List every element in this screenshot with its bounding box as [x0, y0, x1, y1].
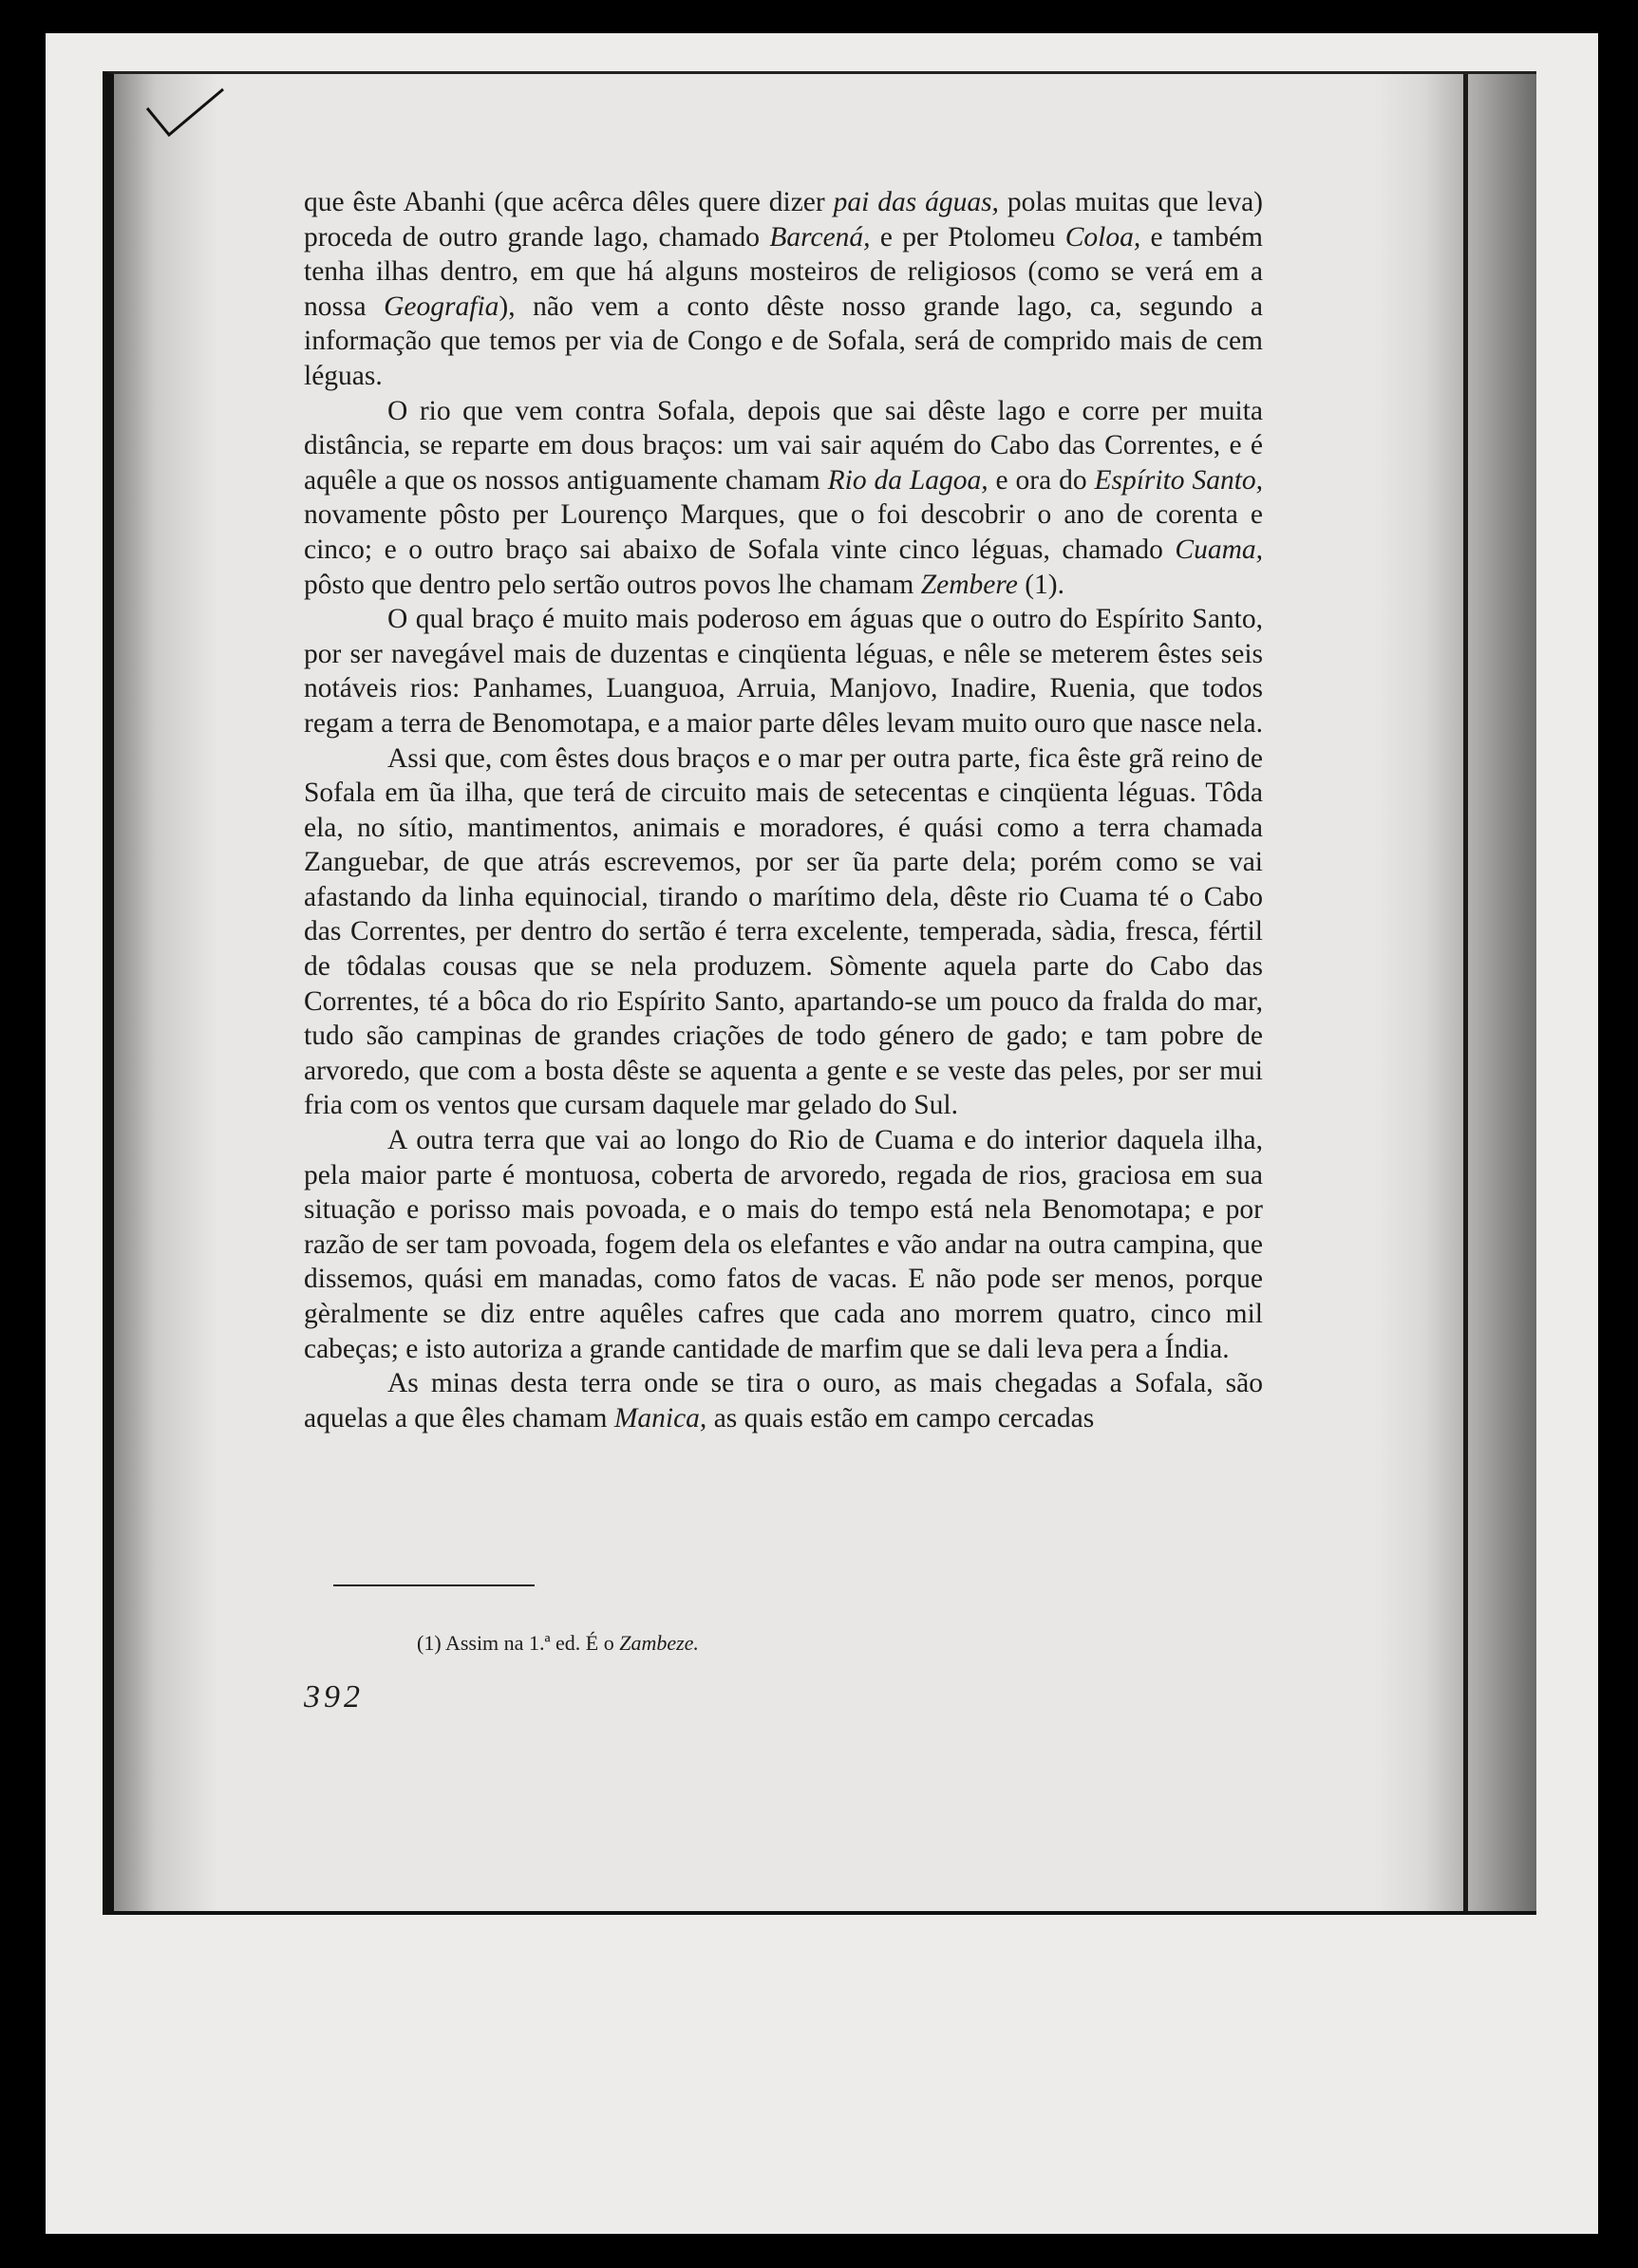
italic-text: Espírito Santo, — [1094, 464, 1264, 496]
text-run: e ora do — [988, 464, 1095, 496]
text-run: e também tenha ilhas dentro, em que há alguns mosteiros de religiosos (como se verá em a nossa — [304, 221, 1263, 322]
page-number: 392 — [304, 1679, 364, 1715]
text-run: (1). — [1017, 569, 1064, 600]
body-text — [304, 185, 1263, 1435]
left-binding-shadow — [114, 74, 218, 1911]
text-run: pôsto que dentro pelo sertão outros povos lhe chamam — [304, 569, 921, 600]
footnote — [417, 1631, 699, 1656]
text-run: O qual braço é muito mais poderoso em águas que o outro do Espírito Santo, por ser navegável mais de duzentas e cinqüenta léguas, e nêle se meterem êstes seis notáveis rios: Panhames, Luanguoa, Arruia, Manjovo, Inadire, Ruenia, que todos regam a terra de Benomotapa, e a maior parte dêles levam muito ouro que nasce nela. — [304, 604, 1263, 739]
paragraph — [304, 185, 1263, 394]
text-run: que êste Abanhi (que acêrca dêles quere dizer — [304, 187, 834, 217]
text-run: A outra terra que vai ao longo do Rio de Cuama e do interior daquela ilha, pela maior parte é montuosa, coberta de arvoredo, regada de rios, graciosa em sua situação e porisso mais povoada, e o mais do tempo está nela Benomotapa; e por razão de ser tam povoada, fogem dela os elefantes e vão andar na outra campina, que dissemos, quási em manadas, como fatos de vacas. E não pode ser menos, porque gèralmente se diz entre aquêles cafres que cada ano morrem quatro, cinco mil cabeças; e isto autoriza a grande cantidade de marfim que se dali leva pera a Índia. — [304, 1125, 1263, 1364]
paragraph — [304, 602, 1263, 740]
text-run: as quais estão em campo cercadas — [706, 1402, 1095, 1434]
paragraph — [304, 1123, 1263, 1366]
corner-crop-mark — [142, 80, 228, 165]
paragraph — [304, 1366, 1263, 1435]
text-run: e per Ptolomeu — [870, 221, 1065, 253]
italic-text: Geografia — [384, 291, 499, 322]
text-run: ), não vem a conto dêste nosso grande lago, ca, segundo a informação que temos per via de Congo e de Sofala, será de comprido mais de cem léguas. — [304, 291, 1263, 391]
italic-text: Rio da Lagoa, — [827, 464, 988, 496]
paragraph — [304, 394, 1263, 603]
right-binding-shadow — [1375, 74, 1536, 1911]
italic-text: Coloa, — [1064, 221, 1141, 253]
italic-text: Barcená, — [769, 221, 871, 253]
binding-thread-line — [1463, 74, 1468, 1911]
paragraph — [304, 741, 1263, 1124]
text-run: O rio que vem contra Sofala, depois que sai dêste lago e corre per muita distância, se reparte em dous braços: um vai sair aquém do Cabo das Correntes, e é aquêle a que os nossos antiguamente chamam — [304, 395, 1263, 496]
italic-text: Cuama, — [1175, 534, 1263, 565]
italic-text: Manica, — [613, 1402, 707, 1434]
text-run: Assi que, com êstes dous braços e o mar per outra parte, fica êste grã reino de Sofala em ũa ilha, que terá de circuito mais de setecentas e cinqüenta léguas. Tôda ela, no sítio, mantimentos, animais e moradores, é quási como a terra chamada Zanguebar, de que atrás escrevemos, por ser ũa parte dela; porém como se vai afastando da linha equinocial, tirando o marítimo dela, dêste rio Cuama té o Cabo das Correntes, per dentro do sertão é terra excelente, temperada, sàdia, fresca, fértil de tôdalas cousas que se nela produzem. Sòmente aquela parte do Cabo das Correntes, té a bôca do rio Espírito Santo, apartando-se um pouco da fralda do mar, tudo são campinas de grandes criações de todo género de gado; e tam pobre de arvoredo, que com a bosta dêste se aquenta a gente e se veste das peles, por ser mui fria com os ventos que cursam daquele mar gelado do Sul. — [304, 742, 1263, 1121]
footnote-text: (1) Assim na 1.ª ed. É o — [417, 1631, 620, 1655]
footnote-italic: Zambeze. — [619, 1631, 699, 1655]
italic-text: Zembere — [920, 569, 1018, 600]
text-run: polas muitas que leva) proceda de outro grande lago, chamado — [304, 187, 1263, 253]
italic-text: pai das águas, — [833, 187, 999, 217]
text-run: As minas desta terra onde se tira o ouro, as mais chegadas a Sofala, são aquelas a que êles chamam — [304, 1368, 1263, 1434]
footnote-rule — [333, 1584, 535, 1586]
text-run: novamente pôsto per Lourenço Marques, que o foi descobrir o ano de corenta e cinco; e o outro braço sai abaixo de Sofala vinte cinco léguas, chamado — [304, 499, 1263, 565]
scanned-sheet — [46, 33, 1598, 2234]
